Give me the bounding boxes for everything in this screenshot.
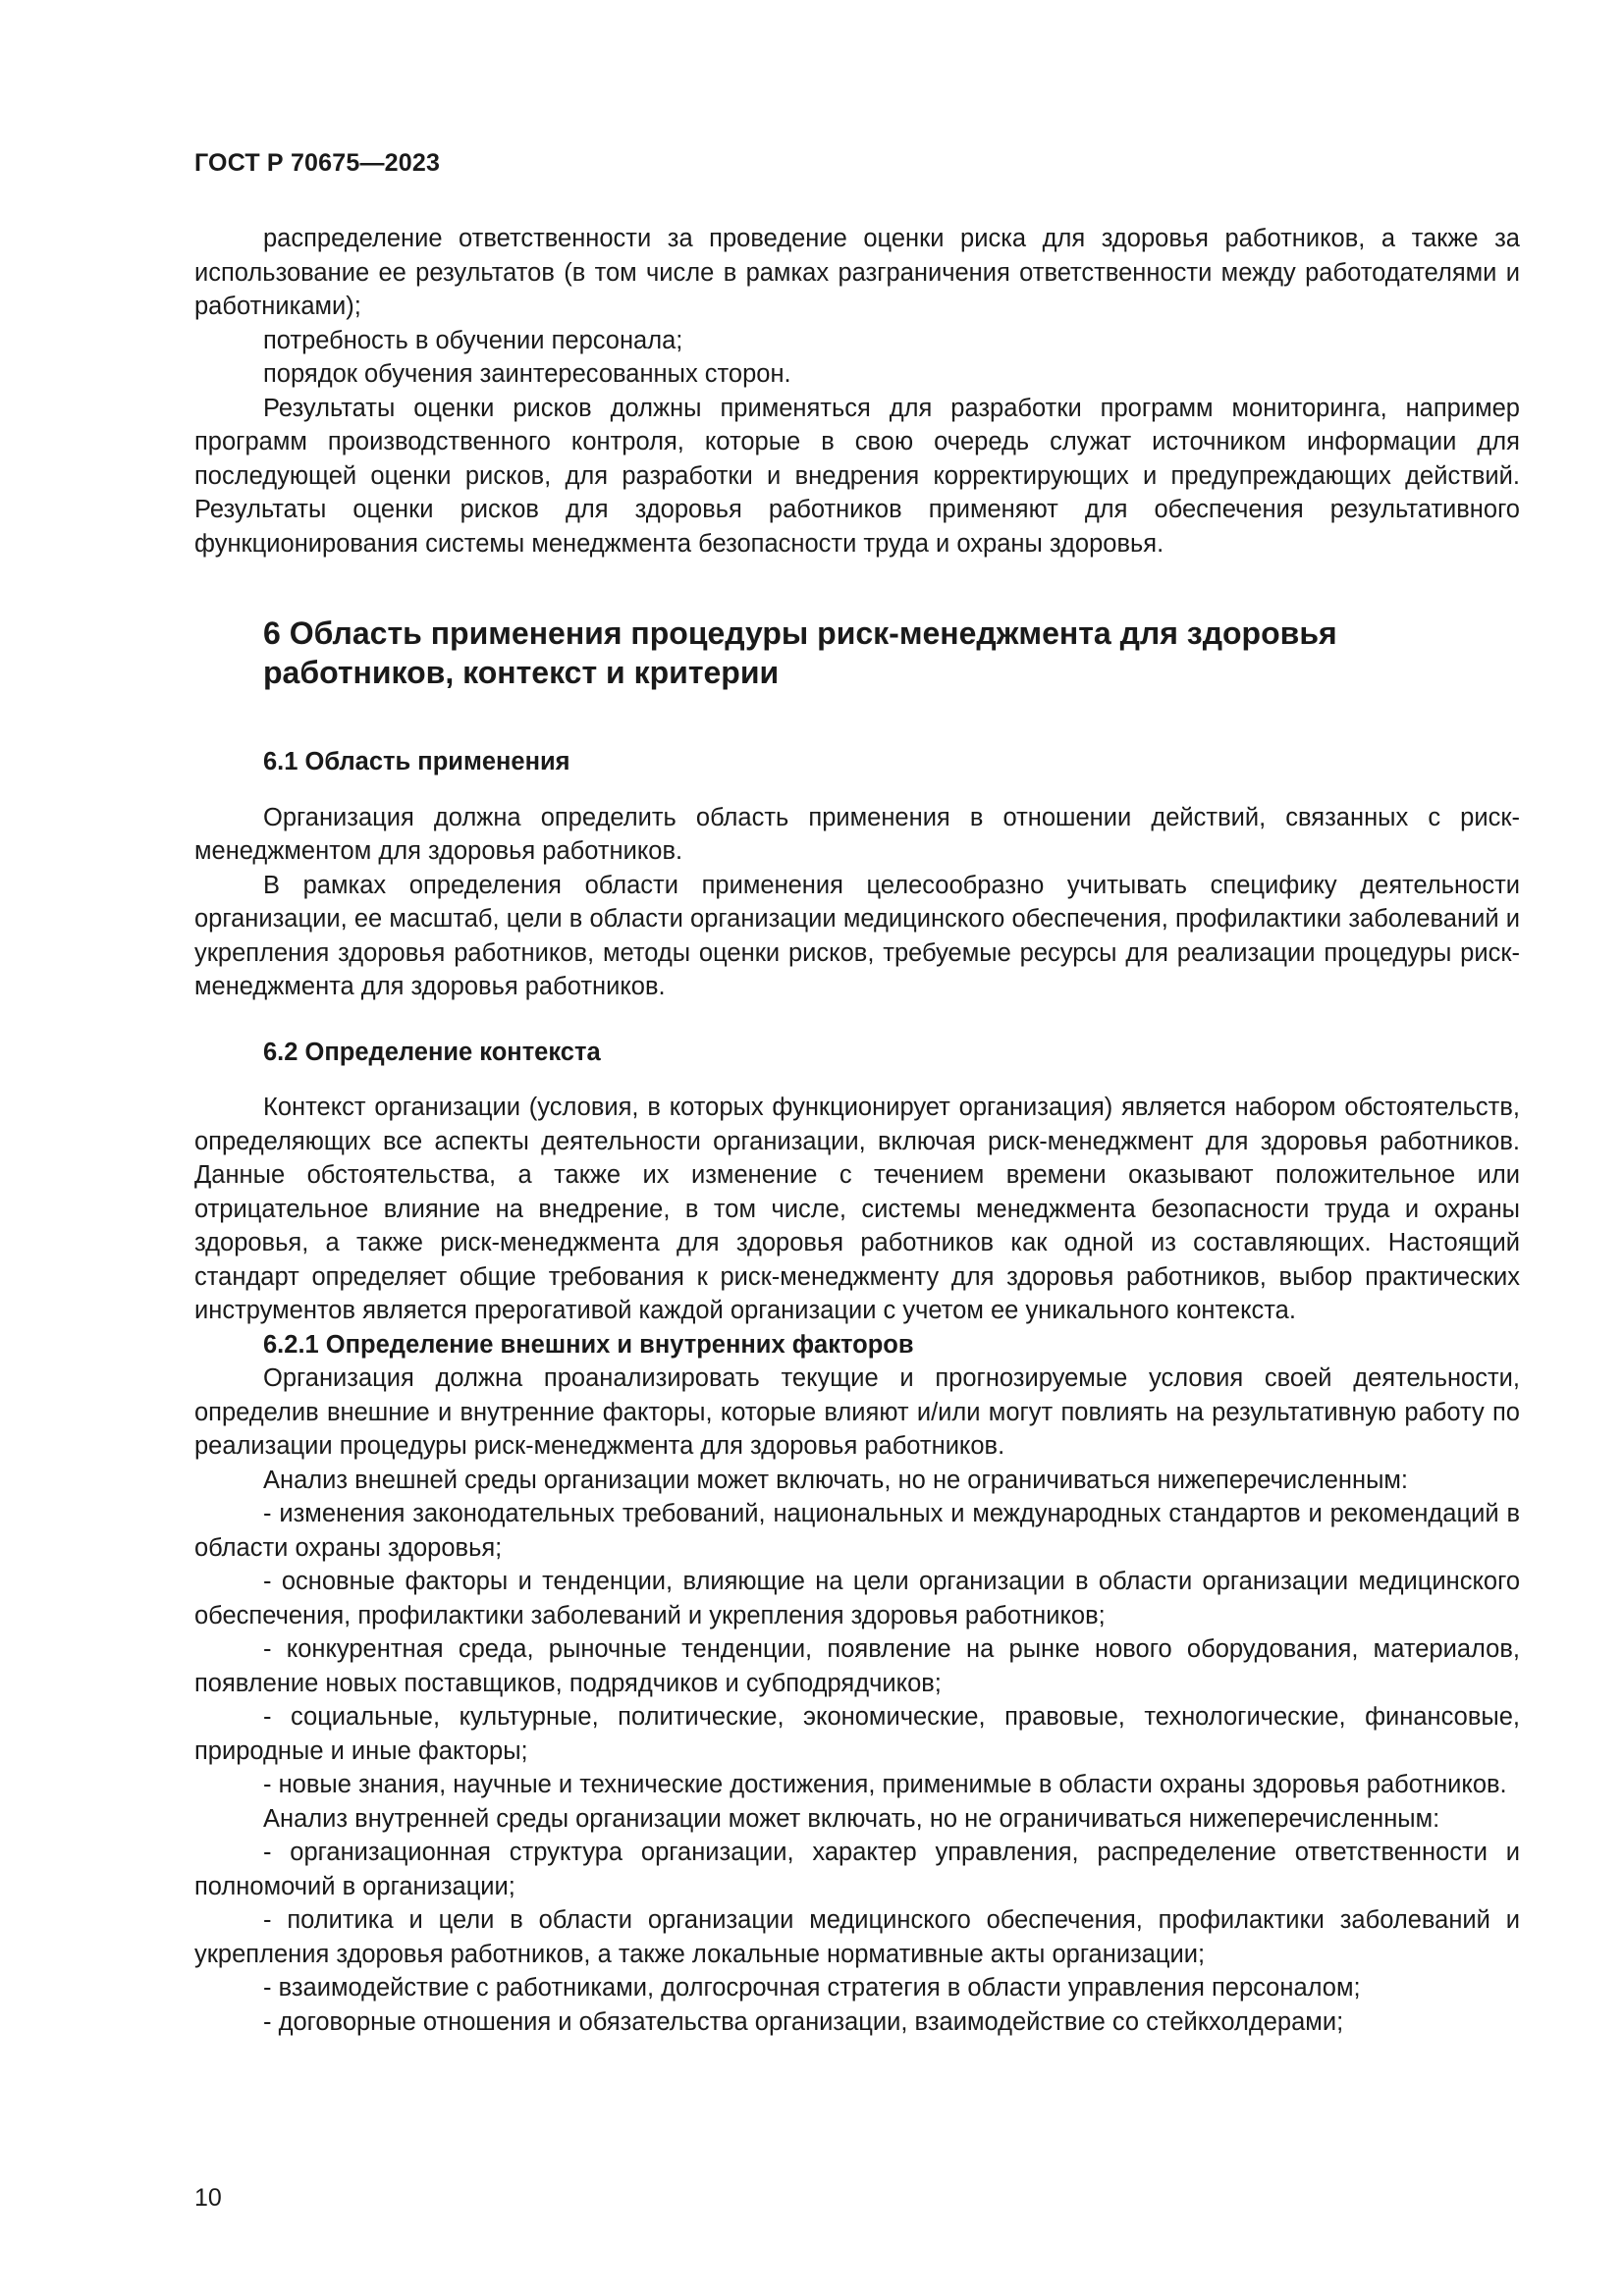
list-item: - основные факторы и тенденции, влияющие на цели организации в области организации медицинского обеспечения, профилактики заболеваний и укрепления здоровья работников; [194, 1568, 1520, 1629]
list-item: - социальные, культурные, политические, экономические, правовые, технологические, финансовые, природные и иные факторы; [194, 1703, 1520, 1765]
document-body [194, 222, 1520, 2039]
paragraph: порядок обучения заинтересованных сторон. [263, 360, 791, 388]
document-code-header: ГОСТ Р 70675—2023 [194, 149, 441, 177]
list-item: - взаимодействие с работниками, долгосрочная стратегия в области управления персоналом; [263, 1974, 1361, 2002]
paragraph: В рамках определения области применения целесообразно учитывать специфику деятельности организации, ее масштаб, цели в области организации медицинского обеспечения, профилактики заболеваний и укрепления здоровья работников, методы оценки рисков, требуемые ресурсы для реализации процедуры риск-менеджмента для здоровья работников. [194, 871, 1520, 1000]
list-item: - организационная структура организации, характер управления, распределение ответственности и полномочий в организации; [194, 1839, 1520, 1900]
section-6-1-title: 6.1 Область применения [263, 748, 570, 775]
list-item: - договорные отношения и обязательства организации, взаимодействие со стейкхолдерами; [263, 2007, 1344, 2036]
section-6-title: 6 Область применения процедуры риск-менеджмента для здоровья работников, контекст и критерии [263, 615, 1337, 690]
section-6-2-title: 6.2 Определение контекста [263, 1038, 601, 1066]
paragraph: потребность в обучении персонала; [263, 326, 683, 354]
paragraph: Анализ внешней среды организации может включать, но не ограничиваться нижеперечисленным: [263, 1466, 1409, 1494]
paragraph: Контекст организации (условия, в которых функционирует организация) является набором обстоятельств, определяющих все аспекты деятельности организации, включая риск-менеджмент для здоровья работников. Данные обстоятельства, а также их изменение с течением времени оказывают положительное или отрицательное влияние на внедрение, в том числе, системы менеджмента безопасности труда и охраны здоровья, а также риск-менеджмента для здоровья работников как одной из составляющих. Настоящий стандарт определяет общие требования к риск-менеджменту для здоровья работников, выбор практических инструментов является прерогативой каждой организации с учетом ее уникального контекста. [194, 1094, 1520, 1324]
list-item: - конкурентная среда, рыночные тенденции, появление на рынке нового оборудования, материалов, появление новых поставщиков, подрядчиков и субподрядчиков; [194, 1635, 1520, 1697]
paragraph: распределение ответственности за проведение оценки риска для здоровья работников, а также за использование ее результатов (в том числе в рамках разграничения ответственности между работодателями и работниками); [194, 225, 1520, 320]
paragraph: Анализ внутренней среды организации может включать, но не ограничиваться нижеперечисленным: [263, 1804, 1440, 1833]
list-item: - изменения законодательных требований, национальных и международных стандартов и рекомендаций в области охраны здоровья; [194, 1500, 1520, 1562]
paragraph: Организация должна определить область применения в отношении действий, связанных с риск-менеджментом для здоровья работников. [194, 803, 1520, 865]
paragraph: Организация должна проанализировать текущие и прогнозируемые условия своей деятельности, определив внешние и внутренние факторы, которые влияют и/или могут повлиять на результативную работу по реализации процедуры риск-менеджмента для здоровья работников. [194, 1364, 1520, 1460]
section-6-2-1-title: 6.2.1 Определение внешних и внутренних факторов [263, 1330, 914, 1359]
page-number: 10 [194, 2184, 222, 2212]
paragraph: Результаты оценки рисков должны применяться для разработки программ мониторинга, например программ производственного контроля, которые в свою очередь служат источником информации для последующей оценки рисков, для разработки и внедрения корректирующих и предупреждающих действий. Результаты оценки рисков для здоровья работников применяют для обеспечения результативного функционирования системы менеджмента безопасности труда и охраны здоровья. [194, 394, 1520, 558]
list-item: - новые знания, научные и технические достижения, применимые в области охраны здоровья работников. [263, 1771, 1507, 1798]
list-item: - политика и цели в области организации медицинского обеспечения, профилактики заболеваний и укрепления здоровья работников, а также локальные нормативные акты организации; [194, 1906, 1520, 1968]
